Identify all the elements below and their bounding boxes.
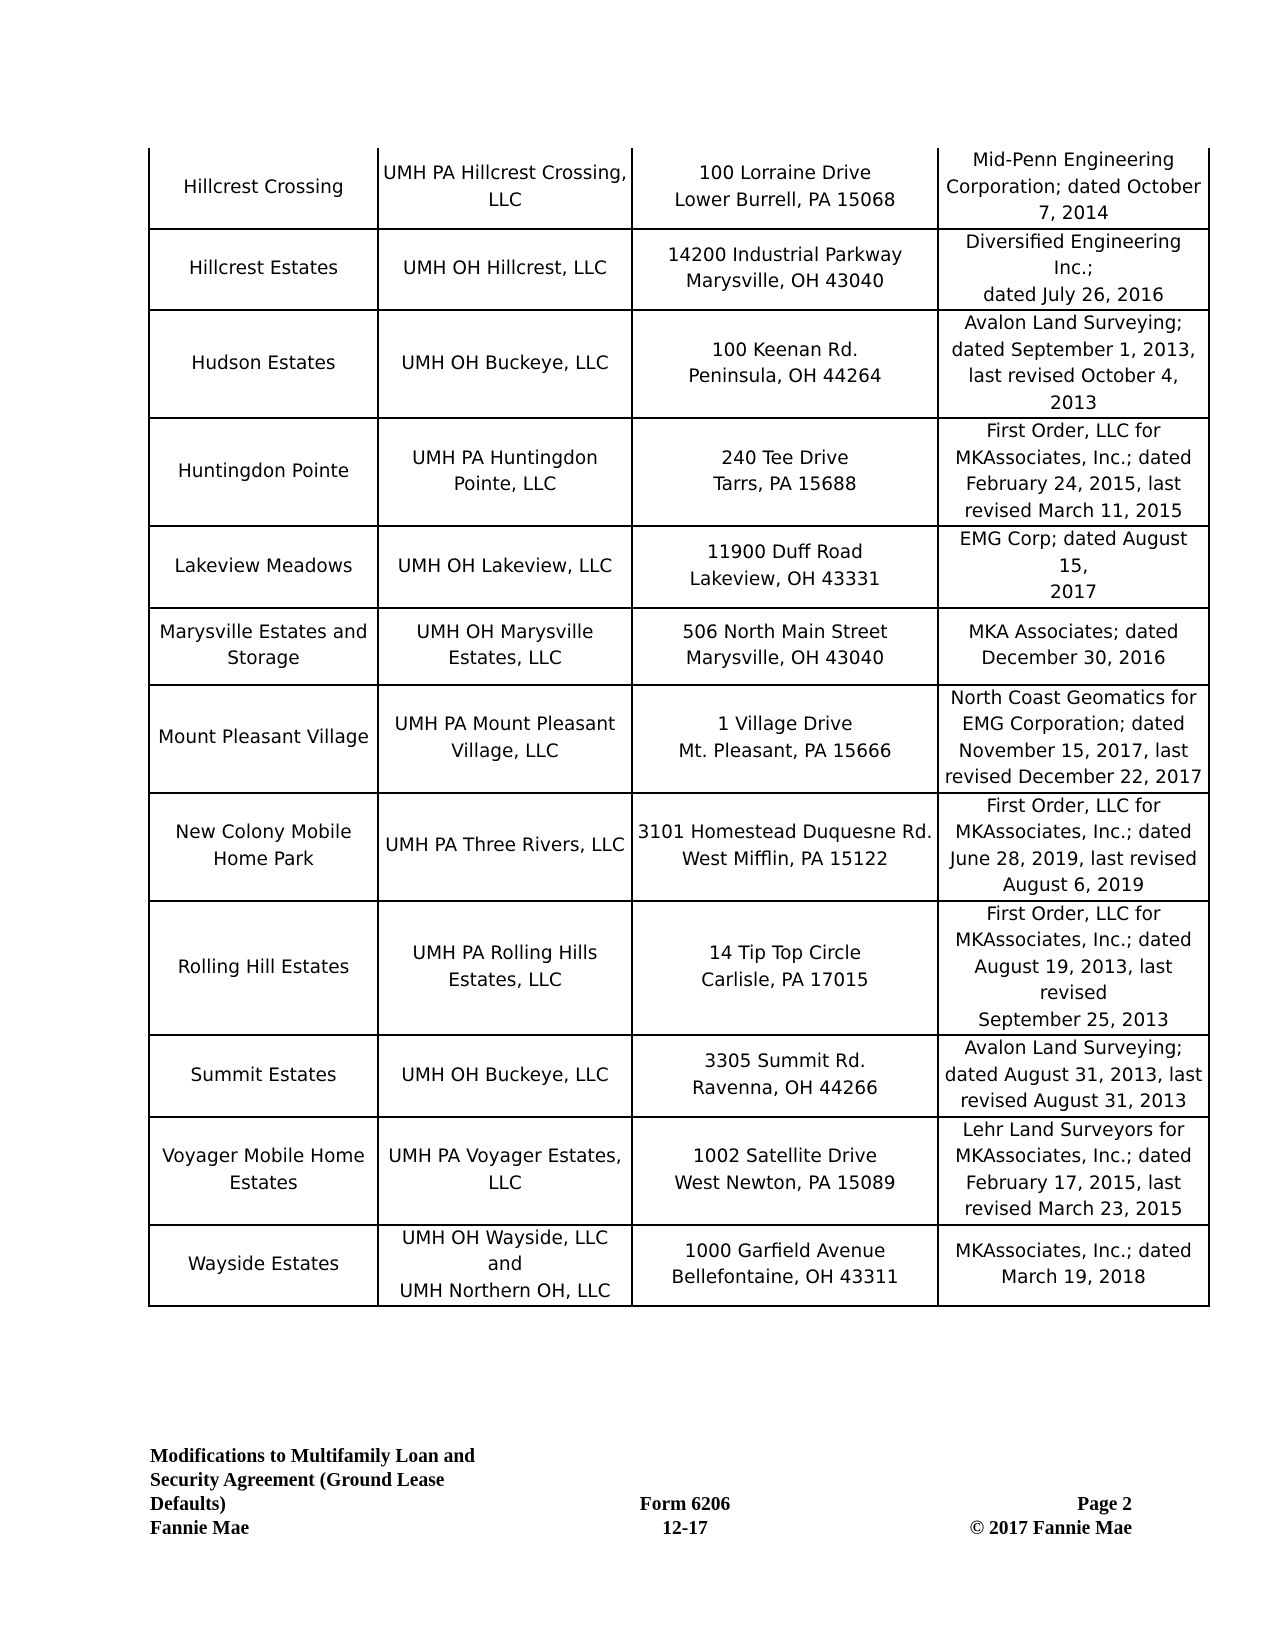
footer-form-info [610, 1493, 760, 1541]
survey-cell: MKA Associates; dated December 30, 2016 [938, 608, 1209, 685]
property-table-body [149, 148, 1209, 1306]
footer-form-date: 12-17 [662, 1518, 708, 1539]
community-cell: Huntingdon Pointe [149, 418, 378, 526]
address-cell: 100 Lorraine Drive Lower Burrell, PA 15068 [632, 148, 938, 229]
address-cell: 14 Tip Top Circle Carlisle, PA 17015 [632, 901, 938, 1036]
community-cell: Marysville Estates and Storage [149, 608, 378, 685]
community-cell: Lakeview Meadows [149, 526, 378, 608]
survey-cell: First Order, LLC for MKAssociates, Inc.; dated June 28, 2019, last revised August 6, 2019 [938, 793, 1209, 901]
entity-cell: UMH OH Buckeye, LLC [378, 310, 632, 418]
community-cell: Rolling Hill Estates [149, 901, 378, 1036]
footer-copyright: © 2017 Fannie Mae [969, 1518, 1132, 1539]
address-cell: 100 Keenan Rd. Peninsula, OH 44264 [632, 310, 938, 418]
table-row [149, 901, 1209, 1036]
address-cell: 11900 Duff Road Lakeview, OH 43331 [632, 526, 938, 608]
community-cell: Voyager Mobile Home Estates [149, 1117, 378, 1225]
community-cell: Hillcrest Crossing [149, 148, 378, 229]
table-row [149, 526, 1209, 608]
address-cell: 1 Village Drive Mt. Pleasant, PA 15666 [632, 685, 938, 793]
address-cell: 3101 Homestead Duquesne Rd. West Mifflin, PA 15122 [632, 793, 938, 901]
address-cell: 1002 Satellite Drive West Newton, PA 15089 [632, 1117, 938, 1225]
table-row [149, 685, 1209, 793]
entity-cell: UMH PA Huntingdon Pointe, LLC [378, 418, 632, 526]
entity-cell: UMH PA Mount Pleasant Village, LLC [378, 685, 632, 793]
table-row [149, 1117, 1209, 1225]
footer-form-number: Form 6206 [639, 1494, 731, 1515]
property-table [148, 148, 1210, 1307]
entity-cell: UMH PA Rolling Hills Estates, LLC [378, 901, 632, 1036]
survey-cell: North Coast Geomatics for EMG Corporation; dated November 15, 2017, last revised December 22, 2017 [938, 685, 1209, 793]
survey-cell: Diversified Engineering Inc.; dated July 26, 2016 [938, 229, 1209, 311]
survey-cell: Mid-Penn Engineering Corporation; dated October 7, 2014 [938, 148, 1209, 229]
community-cell: Mount Pleasant Village [149, 685, 378, 793]
address-cell: 240 Tee Drive Tarrs, PA 15688 [632, 418, 938, 526]
entity-cell: UMH PA Three Rivers, LLC [378, 793, 632, 901]
entity-cell: UMH OH Lakeview, LLC [378, 526, 632, 608]
table-row [149, 1225, 1209, 1307]
table-row [149, 148, 1209, 229]
table-row [149, 229, 1209, 311]
table-row [149, 1035, 1209, 1117]
entity-cell: UMH OH Wayside, LLC and UMH Northern OH, LLC [378, 1225, 632, 1307]
table-row [149, 310, 1209, 418]
survey-cell: MKAssociates, Inc.; dated March 19, 2018 [938, 1225, 1209, 1307]
community-cell: Hudson Estates [149, 310, 378, 418]
survey-cell: First Order, LLC for MKAssociates, Inc.; dated August 19, 2013, last revised September 25, 2013 [938, 901, 1209, 1036]
table-row [149, 793, 1209, 901]
table-row [149, 418, 1209, 526]
page-footer [0, 1445, 1275, 1545]
footer-page-info [920, 1493, 1132, 1541]
community-cell: Summit Estates [149, 1035, 378, 1117]
address-cell: 506 North Main Street Marysville, OH 43040 [632, 608, 938, 685]
survey-cell: EMG Corp; dated August 15, 2017 [938, 526, 1209, 608]
address-cell: 3305 Summit Rd. Ravenna, OH 44266 [632, 1035, 938, 1117]
entity-cell: UMH OH Hillcrest, LLC [378, 229, 632, 311]
entity-cell: UMH PA Hillcrest Crossing, LLC [378, 148, 632, 229]
footer-page-number: Page 2 [1077, 1494, 1132, 1515]
entity-cell: UMH PA Voyager Estates, LLC [378, 1117, 632, 1225]
survey-cell: Avalon Land Surveying; dated September 1, 2013, last revised October 4, 2013 [938, 310, 1209, 418]
address-cell: 14200 Industrial Parkway Marysville, OH 43040 [632, 229, 938, 311]
survey-cell: Lehr Land Surveyors for MKAssociates, Inc.; dated February 17, 2015, last revised March 23, 2015 [938, 1117, 1209, 1225]
community-cell: New Colony Mobile Home Park [149, 793, 378, 901]
entity-cell: UMH OH Marysville Estates, LLC [378, 608, 632, 685]
survey-cell: Avalon Land Surveying; dated August 31, 2013, last revised August 31, 2013 [938, 1035, 1209, 1117]
footer-document-title: Modifications to Multifamily Loan and Security Agreement (Ground Lease Defaults) Fannie Mae [150, 1446, 476, 1539]
address-cell: 1000 Garfield Avenue Bellefontaine, OH 43311 [632, 1225, 938, 1307]
entity-cell: UMH OH Buckeye, LLC [378, 1035, 632, 1117]
community-cell: Wayside Estates [149, 1225, 378, 1307]
community-cell: Hillcrest Estates [149, 229, 378, 311]
survey-cell: First Order, LLC for MKAssociates, Inc.; dated February 24, 2015, last revised March 11, 2015 [938, 418, 1209, 526]
table-row [149, 608, 1209, 685]
